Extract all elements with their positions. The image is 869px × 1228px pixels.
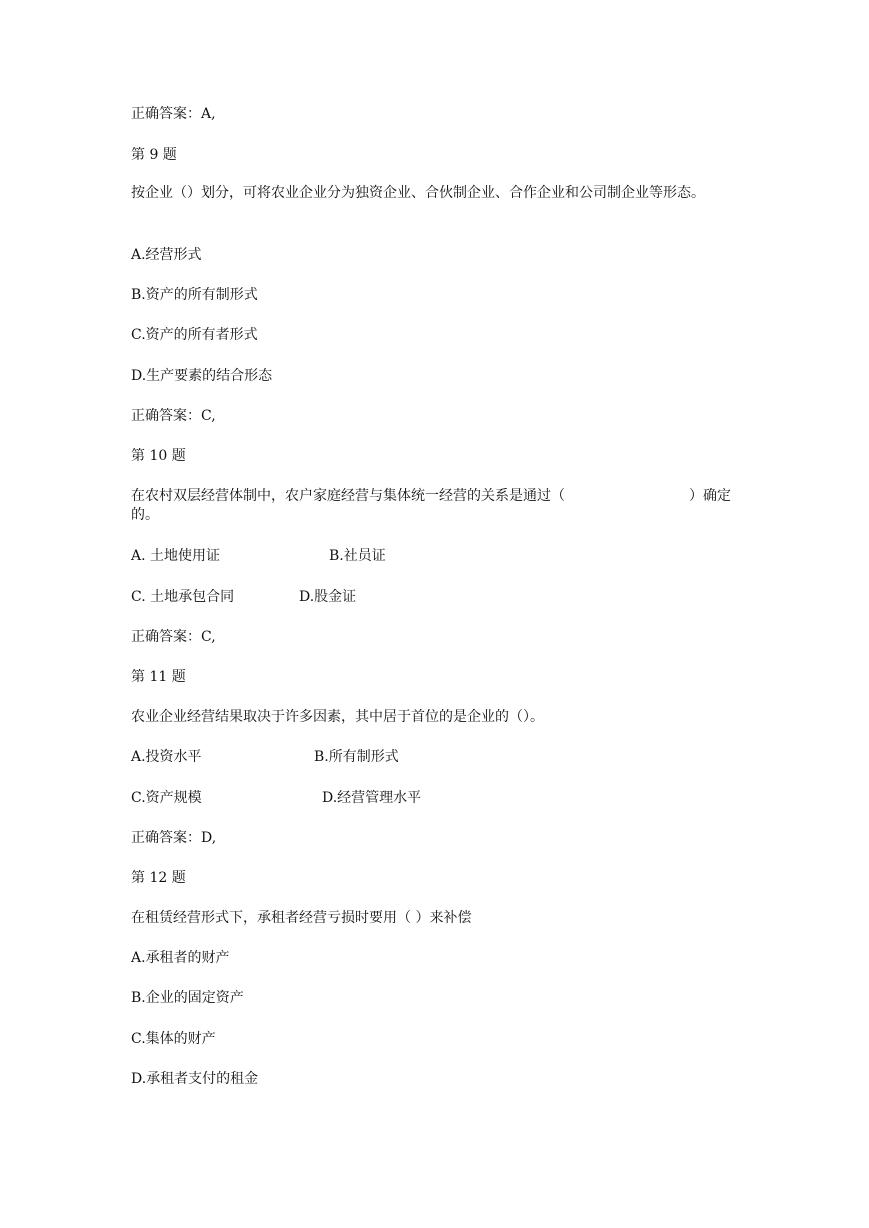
question-9-text: 按企业（）划分，可将农业企业分为独资企业、合伙制企业、合作企业和公司制企业等形态。 (131, 185, 705, 201)
question-10-option-b: B.社员证 (329, 548, 386, 564)
question-9-option-c: C.资产的所有者形式 (131, 327, 258, 343)
question-11-option-b: B.所有制形式 (314, 749, 399, 765)
question-11-text: 农业企业经营结果取决于许多因素，其中居于首位的是企业的（）。 (131, 709, 544, 725)
question-12-option-c: C.集体的财产 (131, 1031, 216, 1047)
question-11-option-c: C.资产规模 (131, 790, 202, 806)
question-10-number: 第 10 题 (131, 448, 186, 464)
answer-q11: 正确答案：D, (131, 830, 217, 846)
question-9-option-b: B.资产的所有制形式 (131, 287, 258, 303)
answer-q10: 正确答案：C, (131, 629, 216, 645)
question-10-option-d: D.股金证 (299, 589, 357, 605)
question-12-text: 在租赁经营形式下，承租者经营亏损时要用（ ）来补偿 (131, 910, 472, 926)
question-9-option-d: D.生产要素的结合形态 (131, 368, 273, 384)
question-9-number: 第 9 题 (131, 147, 177, 163)
question-12-option-d: D.承租者支付的租金 (131, 1071, 259, 1087)
question-10-option-c: C. 土地承包合同 (131, 589, 235, 605)
question-11-option-d: D.经营管理水平 (322, 790, 422, 806)
question-10-text-line2: 的。 (131, 507, 159, 523)
question-10-text-part2: ）确定 (689, 488, 731, 504)
answer-q9: 正确答案：C, (131, 408, 216, 424)
question-12-option-b: B.企业的固定资产 (131, 990, 244, 1006)
question-10-text-line1 (131, 486, 565, 506)
question-10-option-a: A. 土地使用证 (131, 548, 221, 564)
answer-q8: 正确答案：A, (131, 106, 216, 122)
question-12-option-a: A.承租者的财产 (131, 950, 230, 966)
question-9-option-a: A.经营形式 (131, 247, 202, 263)
question-11-number: 第 11 题 (131, 669, 186, 685)
question-11-option-a: A.投资水平 (131, 749, 202, 765)
question-12-number: 第 12 题 (131, 870, 186, 886)
question-10-text-part1: 在农村双层经营体制中，农户家庭经营与集体统一经营的关系是通过（ (131, 488, 565, 504)
